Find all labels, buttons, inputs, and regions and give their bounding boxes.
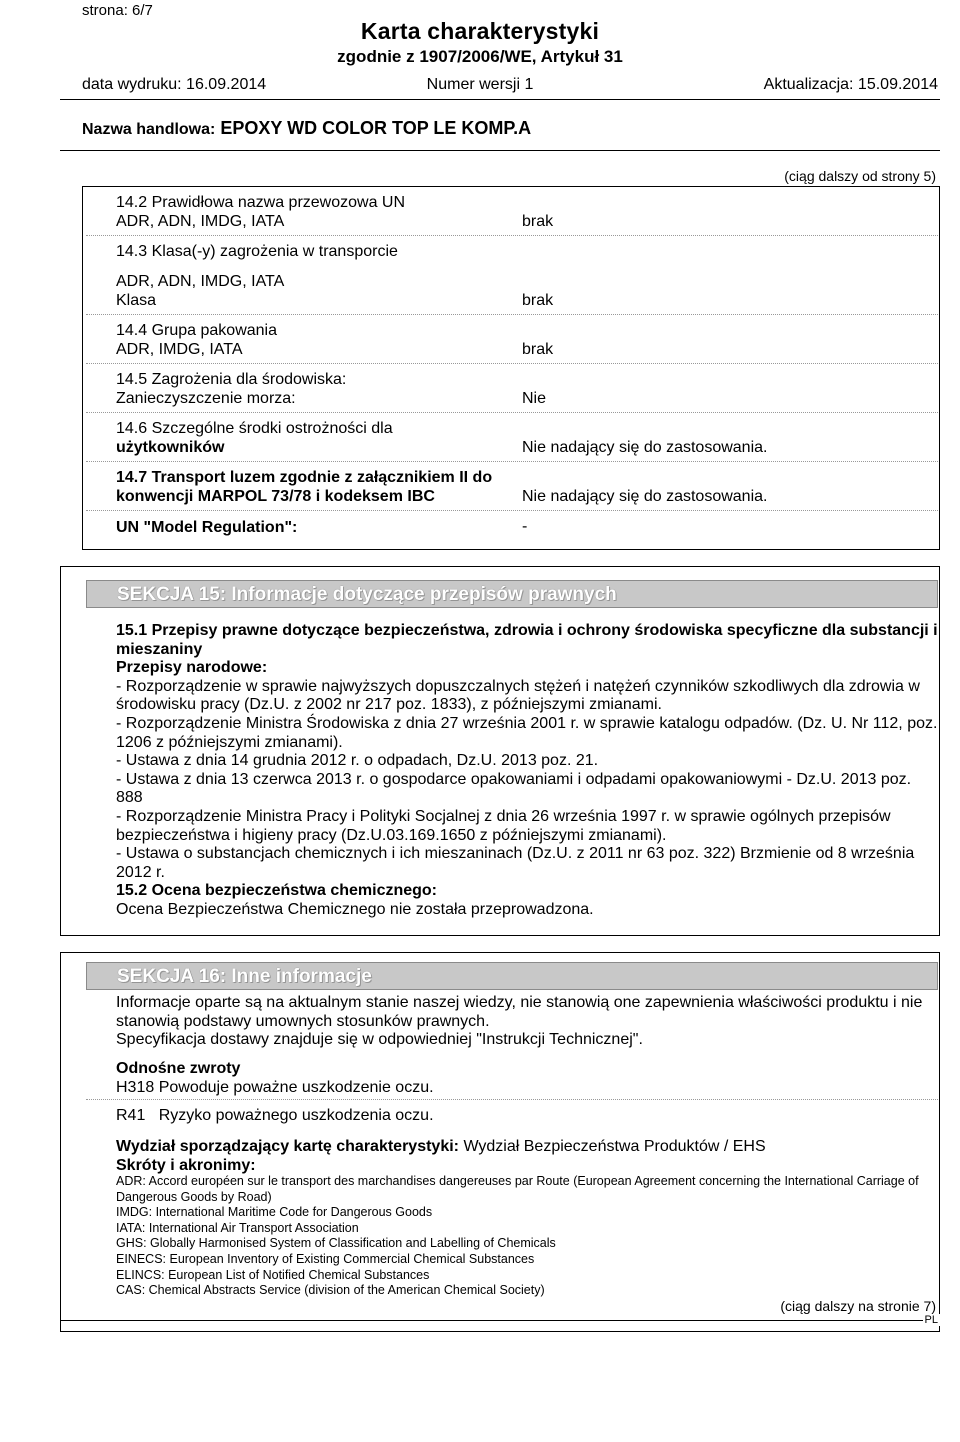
item-14-6-value: Nie nadający się do zastosowania. [522,439,768,456]
item-14-7-title: 14.7 Transport luzem zgodnie z załącznikiem II do [116,469,493,486]
abbreviation-item: GHS: Globally Harmonised System of Classification and Labelling of Chemicals [116,1236,556,1251]
abbreviation-item: IATA: International Air Transport Association [116,1220,359,1235]
trade-name-value: EPOXY WD COLOR TOP LE KOMP.A [220,118,532,138]
abbreviation-item: ELINCS: European List of Notified Chemical Substances [116,1267,430,1282]
item-14-5-marine: Zanieczyszczenie morza: [116,390,296,407]
section-15-title: SEKCJA 15: Informacje dotyczące przepisów prawnych [117,584,617,605]
trade-name-label: Nazwa handlowa: [82,121,216,138]
section-15-1-heading: 15.1 Przepisy prawne dotyczące bezpieczeństwa, zdrowia i ochrony środowiska specyficzne dla substancji i mieszaniny [116,622,938,658]
un-model-regulation-label: UN "Model Regulation": [116,519,298,536]
continued-from: (ciąg dalszy od strony 5) [784,168,936,184]
row-divider [86,314,938,315]
section-16-title: SEKCJA 16: Inne informacje [117,966,372,987]
continued-on: (ciąg dalszy na stronie 7) [780,1298,936,1314]
item-14-4-value: brak [522,341,554,358]
row-divider [86,510,938,511]
item-14-6-users: użytkowników [116,439,225,456]
department-value: Wydział Bezpieczeństwa Produktów / EHS [463,1138,766,1155]
trade-name-line [82,118,531,139]
item-14-2 [116,193,405,231]
abbreviation-item: ADR: Accord européen sur le transport des marchandises dangereuses par Route (European Agreement concerning the International Carriage of Dangerous Goods by Road) [116,1174,919,1204]
section-15-body [116,622,942,920]
item-14-2-value: brak [522,213,554,230]
document-subtitle: zgodnie z 1907/2006/WE, Artykuł 31 [337,47,623,66]
section-15-header [86,580,938,608]
phrase-divider [86,1099,938,1100]
abbreviation-item: IMDG: International Maritime Code for Dangerous Goods [116,1205,433,1220]
print-date: data wydruku: 16.09.2014 [82,76,267,93]
header-divider [60,99,940,100]
item-14-4 [116,321,277,359]
item-14-4-modes: ADR, IMDG, IATA [116,341,243,358]
item-14-5-title: 14.5 Zagrożenia dla środowiska: [116,371,347,388]
update-date: Aktualizacja: 15.09.2014 [763,76,938,93]
document-title: Karta charakterystyki [360,18,600,44]
page-number: strona: 6/7 [82,2,153,19]
version-number: Numer wersji 1 [426,76,534,93]
intro-text: Informacje oparte są na aktualnym stanie naszej wiedzy, nie stanowią one zapewnienia właściwości produktu i nie stanowią podstawy umownych stosunków prawnych. [116,994,923,1030]
row-divider [86,461,938,462]
delivery-spec-text: Specyfikacja dostawy znajduje się w odpowiedniej "Instrukcji Technicznej". [116,1031,643,1049]
item-14-6-title: 14.6 Szczególne środki ostrożności dla [116,420,393,437]
item-14-5 [116,370,346,408]
footer-divider [60,1320,940,1321]
r-phrase [116,1107,942,1126]
abbreviations-heading: Skróty i akronimy: [116,1156,256,1174]
regulation-item: - Ustawa z dnia 14 grudnia 2012 r. o odpadach, Dz.U. 2013 poz. 21. [116,752,599,770]
item-14-3-value: brak [522,292,554,309]
regulation-item: - Rozporządzenie Ministra Środowiska z dnia 27 września 2001 r. w sprawie katalogu odpadów. (Dz. U. Nr 112, poz. 1206 z późniejszymi zmianami). [116,714,938,751]
chemical-safety-assessment: Ocena Bezpieczeństwa Chemicznego nie została przeprowadzona. [116,900,594,918]
item-14-4-title: 14.4 Grupa pakowania [116,322,277,339]
row-divider [86,363,938,364]
abbreviation-item: EINECS: European Inventory of Existing Commercial Chemical Substances [116,1251,535,1266]
item-14-7-value: Nie nadający się do zastosowania. [522,488,768,505]
regulation-item: - Ustawa z dnia 13 czerwca 2013 r. o gospodarce opakowaniami i odpadami opakowaniowymi - Dz.U. 2013 poz. 888 [116,770,912,807]
department-label: Wydział sporządzający kartę charakterystyki: [116,1138,459,1155]
r-phrase-text: Ryzyko poważnego uszkodzenia oczu. [158,1107,434,1124]
item-14-3-modes: ADR, ADN, IMDG, IATA [116,273,285,290]
abbreviations-list [116,1174,940,1299]
regulation-item: - Rozporządzenie Ministra Pracy i Polityki Socjalnej z dnia 26 września 1997 r. w sprawie ogólnych przepisów bezpieczeństwa i higieny pracy (Dz.U.03.169.1650 z późniejszymi zmianami). [116,807,891,844]
abbreviation-item: CAS: Chemical Abstracts Service (division of the American Chemical Society) [116,1283,545,1298]
section-16-intro [116,994,942,1050]
item-14-3-title: 14.3 Klasa(-y) zagrożenia w transporcie [116,243,398,260]
r-phrase-code: R41 [116,1107,146,1124]
item-14-5-value: Nie [522,390,547,407]
item-14-7-marpol: konwencji MARPOL 73/78 i kodeksem IBC [116,488,435,505]
section-16-header [86,962,938,990]
department-block [116,1138,942,1175]
section-15-2-heading: 15.2 Ocena bezpieczeństwa chemicznego: [116,882,438,900]
item-14-3 [116,272,284,310]
language-code: PL [924,1314,938,1326]
h-phrase: H318 Powoduje poważne uszkodzenie oczu. [116,1078,434,1096]
regulation-item: - Ustawa o substancjach chemicznych i ich mieszaninach (Dz.U. z 2011 nr 63 poz. 322) Brzmienie od 8 września 2012 r. [116,845,915,881]
national-regulations-heading: Przepisy narodowe: [116,659,268,677]
item-14-2-title: 14.2 Prawidłowa nazwa przewozowa UN [116,194,406,211]
trade-name-divider [60,150,940,151]
item-14-2-modes: ADR, ADN, IMDG, IATA [116,213,285,230]
relevant-phrases-heading: Odnośne zwroty [116,1060,241,1077]
item-14-7 [116,468,492,506]
regulation-item: - Rozporządzenie w sprawie najwyższych dopuszczalnych stężeń i natężeń czynników szkodliwych dla zdrowia w środowisku pracy (Dz.U. z 2002 nr 217 poz. 1833), z późniejszymi zmianami. [116,677,920,714]
un-model-regulation-value: - [522,518,528,535]
item-14-3-class: Klasa [116,292,157,309]
phrases-block [116,1060,942,1097]
item-14-6 [116,419,393,457]
row-divider [86,235,938,236]
row-divider [86,412,938,413]
